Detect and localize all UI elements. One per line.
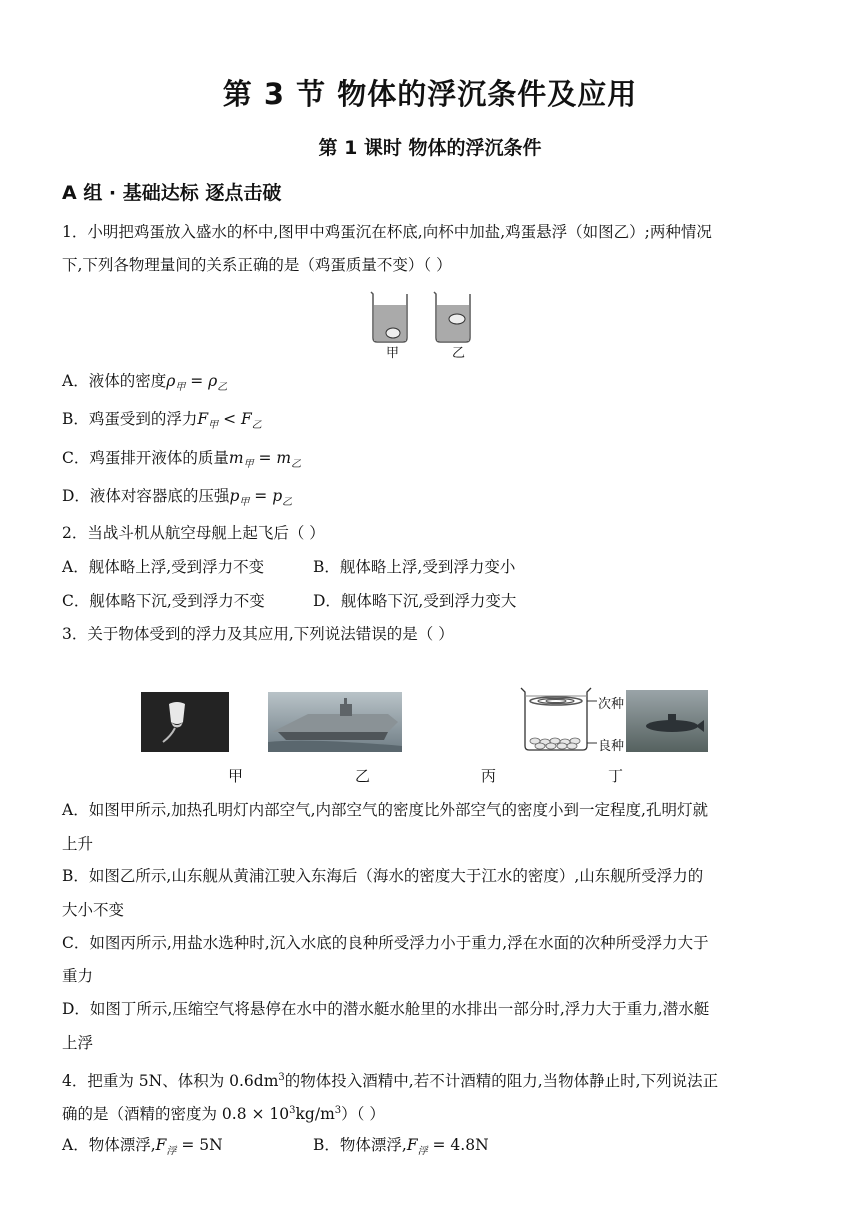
q3-option-b-line1[interactable]: B．如图乙所示,山东舰从黄浦江驶入东海后（海水的密度大于江水的密度）,山东舰所受浮力的 (62, 867, 704, 885)
q4-stem-line2 (62, 1101, 385, 1124)
q4-stem-line1 (62, 1068, 718, 1091)
option-text: A．物体漂浮, (62, 1136, 156, 1154)
math-subscript: 甲 (208, 420, 219, 432)
q3-fig-label-jia: 甲 (228, 767, 244, 785)
math-symbol: F (155, 1136, 167, 1154)
q2-stem: 2．当战斗机从航空母舰上起飞后（ ） (62, 524, 325, 542)
math-symbol: ρ (166, 372, 176, 390)
q3-option-d-line2: 上浮 (62, 1034, 94, 1052)
math-subscript: 甲 (239, 497, 250, 509)
math-symbol: F (406, 1136, 418, 1154)
lesson-subtitle: 第 1 课时 物体的浮沉条件 (318, 137, 542, 159)
q1-option-c[interactable] (62, 448, 301, 475)
stem-text: 4．把重为 5N、体积为 0.6dm (62, 1072, 279, 1091)
stem-text: kg/m (295, 1105, 335, 1124)
q3-option-c-line2: 重力 (62, 967, 94, 985)
math-subscript: 乙 (251, 420, 262, 432)
q3-option-b-line2: 大小不变 (62, 901, 125, 919)
superscript: 3 (334, 1105, 342, 1116)
math-value: = 4.8N (427, 1136, 489, 1154)
q3-fig-label-bing: 丙 (481, 767, 497, 785)
page-title: 第 3 节 物体的浮沉条件及应用 (222, 77, 638, 111)
q1-beakers-figure (364, 288, 494, 360)
superscript: 3 (289, 1105, 296, 1116)
q3-option-a-line1[interactable]: A．如图甲所示,加热孔明灯内部空气,内部空气的密度比外部空气的密度小到一定程度,孔明灯就 (62, 801, 708, 819)
superscript: 3 (278, 1072, 285, 1083)
math-subscript: 甲 (243, 459, 254, 471)
q1-stem-line1: 1．小明把鸡蛋放入盛水的杯中,图甲中鸡蛋沉在杯底,向杯中加盐,鸡蛋悬浮（如图乙）;两种情况 (62, 223, 712, 241)
q3-option-a-line2: 上升 (62, 835, 94, 853)
math-subscript: 浮 (417, 1146, 428, 1158)
math-subscript: 乙 (291, 459, 302, 471)
math-relation: = m (253, 449, 292, 467)
q2-option-c[interactable]: C．舰体略下沉,受到浮力不变 (62, 592, 265, 610)
option-text: A．液体的密度 (62, 372, 167, 390)
stem-text: 的物体投入酒精中,若不计酒精的阻力,当物体静止时,下列说法正 (284, 1072, 719, 1091)
q1-stem-line2: 下,下列各物理量间的关系正确的是（鸡蛋质量不变）（ ） (62, 256, 452, 274)
option-text: B．鸡蛋受到的浮力 (62, 410, 198, 428)
math-subscript: 乙 (282, 497, 293, 509)
math-relation: = ρ (185, 372, 218, 390)
math-relation: = p (249, 487, 283, 505)
math-symbol: p (229, 487, 240, 505)
option-text: B．物体漂浮, (313, 1136, 407, 1154)
q3-stem: 3．关于物体受到的浮力及其应用,下列说法错误的是（ ） (62, 625, 454, 643)
q1-fig-label-yi: 乙 (452, 346, 466, 361)
q3-fig-label-yi: 乙 (355, 767, 371, 785)
stem-text: ）（ ） (341, 1105, 385, 1124)
q3-option-d-line1[interactable]: D．如图丁所示,压缩空气将悬停在水中的潜水艇水舱里的水排出一部分时,浮力大于重力,潜水艇 (62, 1000, 710, 1018)
sky-lantern-photo (141, 692, 229, 752)
option-text: C．鸡蛋排开液体的质量 (62, 449, 229, 467)
q2-option-b[interactable]: B．舰体略上浮,受到浮力变小 (313, 558, 516, 576)
seed-label-bottom: 良种 (598, 739, 625, 754)
math-subscript: 乙 (217, 382, 228, 394)
q2-option-a[interactable]: A．舰体略上浮,受到浮力不变 (62, 558, 265, 576)
q3-fig-label-ding: 丁 (608, 767, 624, 785)
q4-option-b[interactable] (313, 1135, 489, 1162)
q4-option-a[interactable] (62, 1135, 223, 1162)
aircraft-carrier-photo (268, 692, 402, 752)
section-heading: A 组 · 基础达标 逐点击破 (62, 182, 282, 204)
beaker-jia-icon (371, 292, 407, 342)
seed-label-top: 次种 (598, 697, 625, 712)
q2-option-d[interactable]: D．舰体略下沉,受到浮力变大 (313, 592, 517, 610)
beaker-yi-icon (434, 292, 470, 342)
q1-fig-label-jia: 甲 (386, 346, 400, 361)
math-value: = 5N (176, 1136, 223, 1154)
math-symbol: m (228, 449, 244, 467)
option-text: D．液体对容器底的压强 (62, 487, 230, 505)
math-relation: < F (218, 410, 252, 428)
q3-option-c-line1[interactable]: C．如图丙所示,用盐水选种时,沉入水底的良种所受浮力小于重力,浮在水面的次种所受浮力大于 (62, 934, 709, 952)
q1-option-b[interactable] (62, 409, 262, 436)
submarine-photo (626, 690, 708, 752)
q1-option-d[interactable] (62, 486, 292, 513)
stem-text: 确的是（酒精的密度为 0.8 × 10 (62, 1105, 290, 1124)
math-subscript: 浮 (166, 1146, 177, 1158)
q1-option-a[interactable] (62, 371, 227, 398)
math-symbol: F (197, 410, 209, 428)
math-subscript: 甲 (175, 382, 186, 394)
